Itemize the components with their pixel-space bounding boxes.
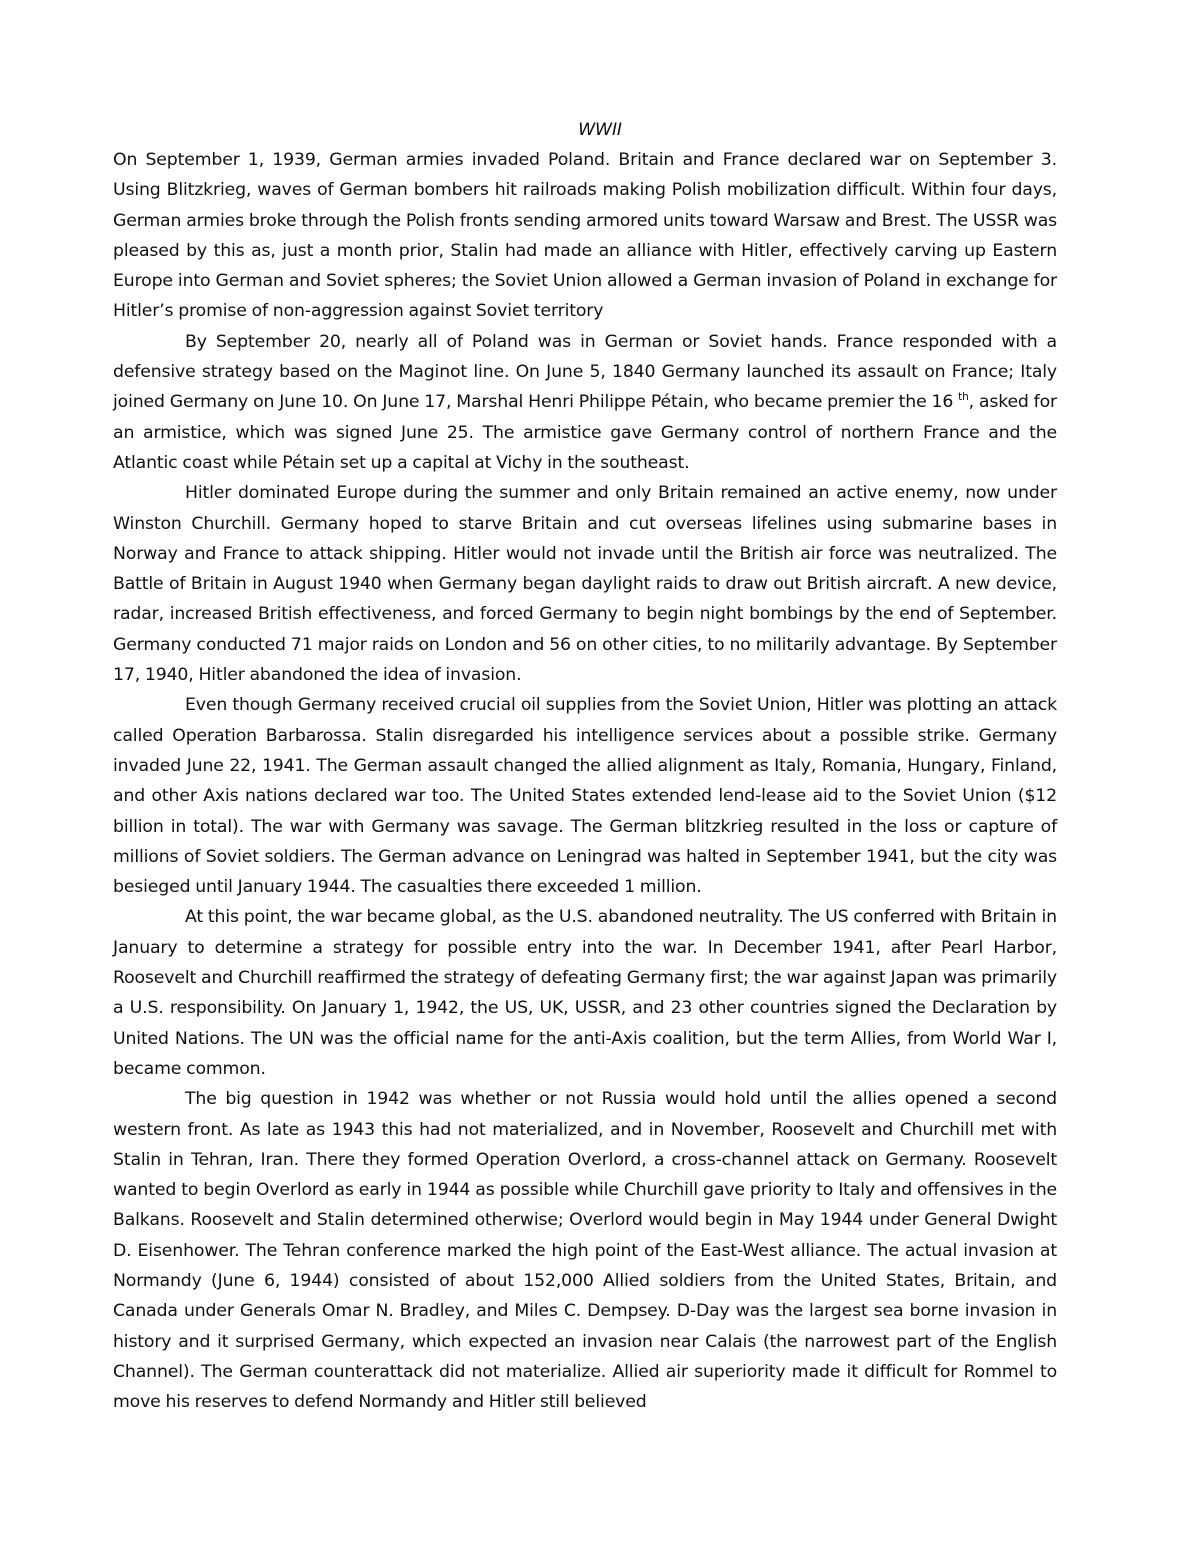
paragraph-text: By September 20, nearly all of Poland was in German or Soviet hands. France responded with a defensive strategy based on the Maginot line. On June 5, 1840 Germany launched its assault on France; Italy joined Germany on June 10. On June 17, Marshal Henri Philippe Pétain, who became premier the 16 [113, 331, 1057, 413]
paragraph-text: On September 1, 1939, German armies invaded Poland. Britain and France declared war on September 3. Using Blitzkrieg, waves of German bombers hit railroads making Polish mobilization difficult. Within four days, German armies broke through the Polish fronts sending armored units toward Warsaw and Brest. The USSR was pleased by this as, just a month prior, Stalin had made an alliance with Hitler, effectively carving up Eastern Europe into German and Soviet spheres; the Soviet Union allowed a German invasion of Poland in exchange for Hitler’s promise of non-aggression against Soviet territory [113, 150, 1057, 322]
paragraph-1 [113, 145, 1057, 327]
paragraph-6 [113, 1084, 1057, 1417]
document-body [113, 145, 1057, 1417]
paragraph-3 [113, 478, 1057, 690]
paragraph-text: , asked for an armistice, which was signed June 25. The armistice gave Germany control of northern France and the Atlantic coast while Pétain set up a capital at Vichy in the southeast. [113, 392, 1057, 473]
paragraph-text: At this point, the war became global, as the U.S. abandoned neutrality. The US conferred with Britain in January to determine a strategy for possible entry into the war. In December 1941, after Pearl Harbor, Roosevelt and Churchill reaffirmed the strategy of defeating Germany first; the war against Japan was primarily a U.S. responsibility. On January 1, 1942, the US, UK, USSR, and 23 other countries signed the Declaration by United Nations. The UN was the official name for the anti-Axis coalition, but the term Allies, from World War I, became common. [113, 907, 1057, 1079]
paragraph-2 [113, 327, 1057, 478]
superscript-ordinal: th [958, 391, 969, 404]
paragraph-5 [113, 902, 1057, 1084]
paragraph-4 [113, 690, 1057, 902]
paragraph-text: Even though Germany received crucial oil supplies from the Soviet Union, Hitler was plotting an attack called Operation Barbarossa. Stalin disregarded his intelligence services about a possible strike. Germany invaded June 22, 1941. The German assault changed the allied alignment as Italy, Romania, Hungary, Finland, and other Axis nations declared war too. The United States extended lend-lease aid to the Soviet Union ($12 billion in total). The war with Germany was savage. The German blitzkrieg resulted in the loss or capture of millions of Soviet soldiers. The German advance on Leningrad was halted in September 1941, but the city was besieged until January 1944. The casualties there exceeded 1 million. [113, 695, 1057, 898]
document-title: WWII [578, 120, 622, 140]
paragraph-text: The big question in 1942 was whether or not Russia would hold until the allies opened a second western front. As late as 1943 this had not materialized, and in November, Roosevelt and Churchill met with Stalin in Tehran, Iran. There they formed Operation Overlord, a cross-channel attack on Germany. Roosevelt wanted to begin Overlord as early in 1944 as possible while Churchill gave priority to Italy and offensives in the Balkans. Roosevelt and Stalin determined otherwise; Overlord would begin in May 1944 under General Dwight D. Eisenhower. The Tehran conference marked the high point of the East-West alliance. The actual invasion at Normandy (June 6, 1944) consisted of about 152,000 Allied soldiers from the United States, Britain, and Canada under Generals Omar N. Bradley, and Miles C. Dempsey. D-Day was the largest sea borne invasion in history and it surprised Germany, which expected an invasion near Calais (the narrowest part of the English Channel). The German counterattack did not materialize. Allied air superiority made it difficult for Rommel to move his reserves to defend Normandy and Hitler still believed [113, 1089, 1057, 1413]
paragraph-text: Hitler dominated Europe during the summer and only Britain remained an active enemy, now under Winston Churchill. Germany hoped to starve Britain and cut overseas lifelines using submarine bases in Norway and France to attack shipping. Hitler would not invade until the British air force was neutralized. The Battle of Britain in August 1940 when Germany began daylight raids to draw out British aircraft. A new device, radar, increased British effectiveness, and forced Germany to begin night bombings by the end of September. Germany conducted 71 major raids on London and 56 on other cities, to no militarily advantage. By September 17, 1940, Hitler abandoned the idea of invasion. [113, 483, 1057, 686]
